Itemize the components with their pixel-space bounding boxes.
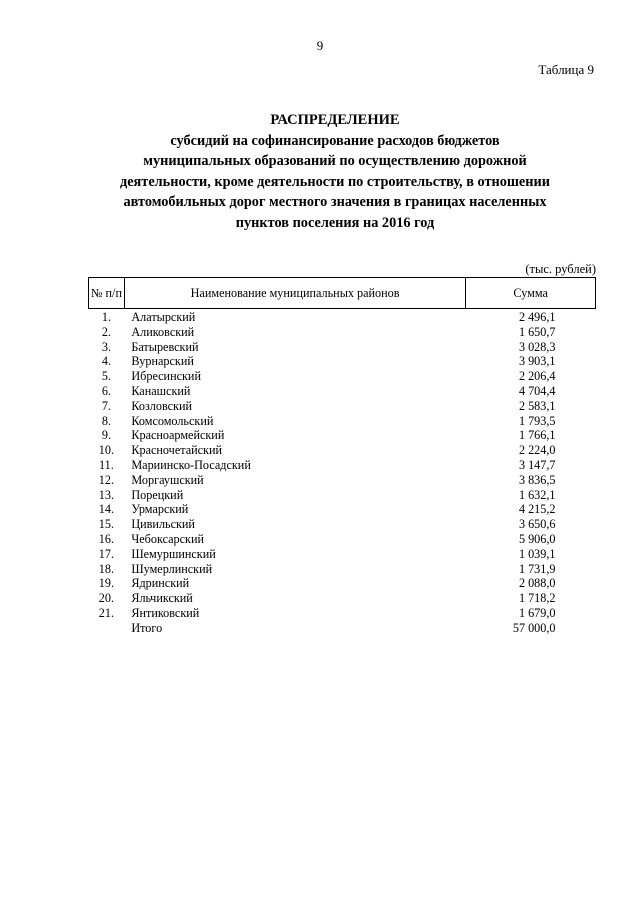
amount: 1 679,0 bbox=[518, 605, 556, 620]
table-header-row bbox=[89, 278, 596, 309]
district-name: Шемуршинский bbox=[131, 546, 216, 561]
amount: 4 215,2 bbox=[518, 502, 556, 517]
table-row bbox=[89, 576, 596, 591]
table-row bbox=[89, 384, 596, 399]
table-row bbox=[89, 473, 596, 488]
table-row bbox=[89, 340, 596, 355]
district-name: Алатырский bbox=[131, 310, 196, 324]
district-name: Вурнарский bbox=[131, 354, 194, 369]
amount: 1 766,1 bbox=[518, 428, 556, 443]
amount: 1 718,2 bbox=[518, 591, 556, 606]
amount: 3 836,5 bbox=[518, 472, 556, 487]
distribution-table bbox=[88, 277, 596, 636]
row-number: 14. bbox=[98, 502, 115, 517]
row-number: 5. bbox=[101, 369, 111, 384]
table-row bbox=[89, 562, 596, 577]
amount: 5 906,0 bbox=[518, 531, 556, 546]
table-row bbox=[89, 354, 596, 369]
district-name: Комсомольский bbox=[131, 413, 214, 428]
table-row bbox=[89, 428, 596, 443]
page-number: 9 bbox=[316, 38, 324, 53]
district-name: Чебоксарский bbox=[131, 531, 205, 546]
row-number: 19. bbox=[98, 576, 115, 591]
amount: 4 704,4 bbox=[518, 383, 556, 398]
district-name: Ибресинский bbox=[131, 369, 201, 384]
total-label: Итого bbox=[131, 620, 163, 635]
table-row bbox=[89, 414, 596, 429]
row-number: 2. bbox=[101, 324, 111, 339]
title-line: автомобильных дорог местного значения в границах населенных bbox=[123, 194, 547, 210]
amount: 1 731,9 bbox=[518, 561, 556, 576]
table-row bbox=[89, 399, 596, 414]
table-row bbox=[89, 325, 596, 340]
amount: 1 039,1 bbox=[518, 546, 556, 561]
row-number: 6. bbox=[101, 383, 111, 398]
table-row bbox=[89, 532, 596, 547]
row-number: 9. bbox=[101, 428, 111, 443]
amount: 2 206,4 bbox=[518, 369, 556, 384]
amount: 1 632,1 bbox=[518, 487, 556, 502]
table-row bbox=[89, 443, 596, 458]
table-row bbox=[89, 458, 596, 473]
row-number: 15. bbox=[98, 517, 115, 532]
table-row bbox=[89, 502, 596, 517]
row-number: 4. bbox=[101, 354, 111, 369]
district-name: Моргаушский bbox=[131, 472, 204, 487]
row-number: 16. bbox=[98, 531, 115, 546]
title-line: субсидий на софинансирование расходов бюджетов bbox=[170, 132, 500, 149]
units-label: (тыс. рублей) bbox=[525, 262, 596, 276]
district-name: Аликовский bbox=[131, 324, 195, 339]
amount: 3 147,7 bbox=[518, 457, 556, 472]
amount: 1 793,5 bbox=[518, 413, 556, 428]
district-name: Батыревский bbox=[131, 339, 199, 354]
row-number: 10. bbox=[98, 443, 115, 458]
table-label: Таблица 9 bbox=[538, 62, 594, 77]
title-main: РАСПРЕДЕЛЕНИЕ bbox=[270, 112, 400, 128]
district-name: Красноармейский bbox=[131, 428, 225, 443]
row-number: 8. bbox=[101, 413, 111, 428]
amount: 3 028,3 bbox=[518, 339, 556, 354]
table-row bbox=[89, 591, 596, 606]
header-num: № п/п bbox=[89, 278, 125, 309]
district-name: Цивильский bbox=[131, 517, 195, 532]
row-number: 18. bbox=[98, 561, 115, 576]
table-row bbox=[89, 488, 596, 503]
district-name: Яльчикский bbox=[131, 591, 193, 606]
district-name: Янтиковский bbox=[131, 605, 200, 620]
district-name: Канашский bbox=[131, 383, 191, 398]
table-row bbox=[89, 606, 596, 621]
document-title bbox=[80, 110, 590, 233]
amount: 1 650,7 bbox=[518, 324, 556, 339]
amount: 2 583,1 bbox=[518, 398, 556, 413]
row-number: 20. bbox=[98, 591, 115, 606]
title-line: деятельности, кроме деятельности по строительству, в отношении bbox=[119, 173, 550, 190]
total-num-cell bbox=[89, 621, 125, 636]
district-name: Красночетайский bbox=[131, 443, 223, 458]
row-number: 7. bbox=[101, 398, 111, 413]
amount: 3 650,6 bbox=[518, 517, 556, 532]
table-body bbox=[89, 309, 596, 636]
table-row bbox=[89, 309, 596, 325]
district-name: Мариинско-Посадский bbox=[131, 457, 251, 472]
row-number: 12. bbox=[98, 472, 115, 487]
district-name: Козловский bbox=[131, 398, 193, 413]
total-amount: 57 000,0 bbox=[512, 620, 556, 635]
row-number: 21. bbox=[98, 605, 115, 620]
table-row bbox=[89, 547, 596, 562]
header-sum: Сумма bbox=[466, 278, 596, 309]
district-name: Урмарский bbox=[131, 502, 189, 517]
amount: 2 224,0 bbox=[518, 443, 556, 458]
table-row bbox=[89, 369, 596, 384]
table-row bbox=[89, 517, 596, 532]
amount: 2 088,0 bbox=[518, 576, 556, 591]
title-line: пунктов поселения на 2016 год bbox=[235, 214, 435, 231]
district-name: Ядринский bbox=[131, 576, 190, 591]
row-number: 13. bbox=[98, 487, 115, 502]
row-number: 17. bbox=[98, 546, 115, 561]
amount: 2 496,1 bbox=[518, 310, 556, 324]
total-row bbox=[89, 621, 596, 636]
district-name: Шумерлинский bbox=[131, 561, 213, 576]
header-name: Наименование муниципальных районов bbox=[124, 278, 465, 309]
district-name: Порецкий bbox=[131, 487, 184, 502]
row-number: 3. bbox=[101, 339, 111, 354]
row-number: 1. bbox=[101, 310, 111, 324]
amount: 3 903,1 bbox=[518, 354, 556, 369]
title-line: муниципальных образований по осуществлению дорожной bbox=[143, 153, 527, 169]
row-number: 11. bbox=[99, 457, 114, 472]
